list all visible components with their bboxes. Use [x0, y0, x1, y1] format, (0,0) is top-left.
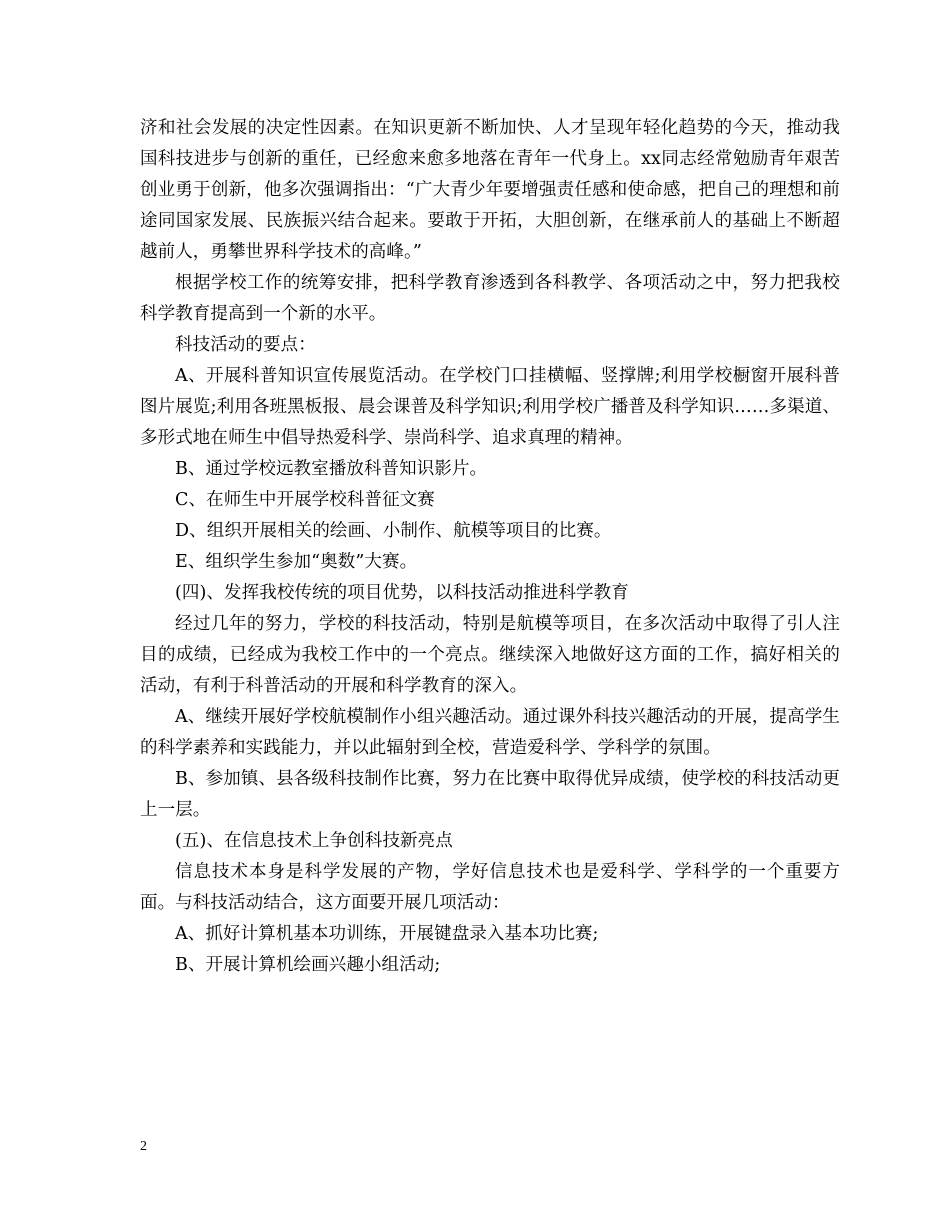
- paragraph: 根据学校工作的统筹安排，把科学教育渗透到各科教学、各项活动之中，努力把我校科学教育提高到一个新的水平。: [140, 273, 840, 324]
- paragraph: A、抓好计算机基本功训练，开展键盘录入基本功比赛;: [175, 924, 599, 944]
- page-number: 2: [140, 1139, 147, 1154]
- paragraph: 济和社会发展的决定性因素。在知识更新不断加快、人才呈现年轻化趋势的今天，推动我国科技进步与创新的重任，已经愈来愈多地落在青年一代身上。xx同志经常勉励青年艰苦创业勇于创新，他多次强调指出：“广大青少年要增强责任感和使命感，把自己的理想和前途同国家发展、民族振兴结合起来。要敢于开拓，大胆创新，在继承前人的基础上不断超越前人，勇攀世界科学技术的高峰。”: [140, 118, 840, 262]
- document-body: [140, 113, 840, 981]
- paragraph: B、开展计算机绘画兴趣小组活动;: [175, 955, 441, 975]
- paragraph: D、组织开展相关的绘画、小制作、航模等项目的比赛。: [175, 521, 612, 541]
- paragraph: C、在师生中开展学校科普征文赛: [175, 490, 435, 510]
- paragraph: (四)、发挥我校传统的项目优势，以科技活动推进科学教育: [175, 583, 629, 603]
- paragraph: A、继续开展好学校航模制作小组兴趣活动。通过课外科技兴趣活动的开展，提高学生的科学素养和实践能力，并以此辐射到全校，营造爱科学、学科学的氛围。: [140, 707, 840, 758]
- paragraph: (五)、在信息技术上争创科技新亮点: [175, 831, 453, 851]
- paragraph: 经过几年的努力，学校的科技活动，特别是航模等项目，在多次活动中取得了引人注目的成绩，已经成为我校工作中的一个亮点。继续深入地做好这方面的工作，搞好相关的活动，有利于科普活动的开展和科学教育的深入。: [140, 614, 840, 696]
- paragraph: 科技活动的要点：: [175, 335, 316, 355]
- paragraph: B、参加镇、县各级科技制作比赛，努力在比赛中取得优异成绩，使学校的科技活动更上一层。: [140, 769, 840, 820]
- paragraph: B、通过学校远教室播放科普知识影片。: [175, 459, 488, 479]
- paragraph: A、开展科普知识宣传展览活动。在学校门口挂横幅、竖撑牌;利用学校橱窗开展科普图片展览;利用各班黑板报、晨会课普及科学知识;利用学校广播普及科学知识……多渠道、多形式地在师生中倡导热爱科学、崇尚科学、追求真理的精神。: [140, 366, 840, 448]
- paragraph: E、组织学生参加“奥数”大赛。: [175, 552, 418, 572]
- paragraph: 信息技术本身是科学发展的产物，学好信息技术也是爱科学、学科学的一个重要方面。与科技活动结合，这方面要开展几项活动：: [140, 862, 840, 913]
